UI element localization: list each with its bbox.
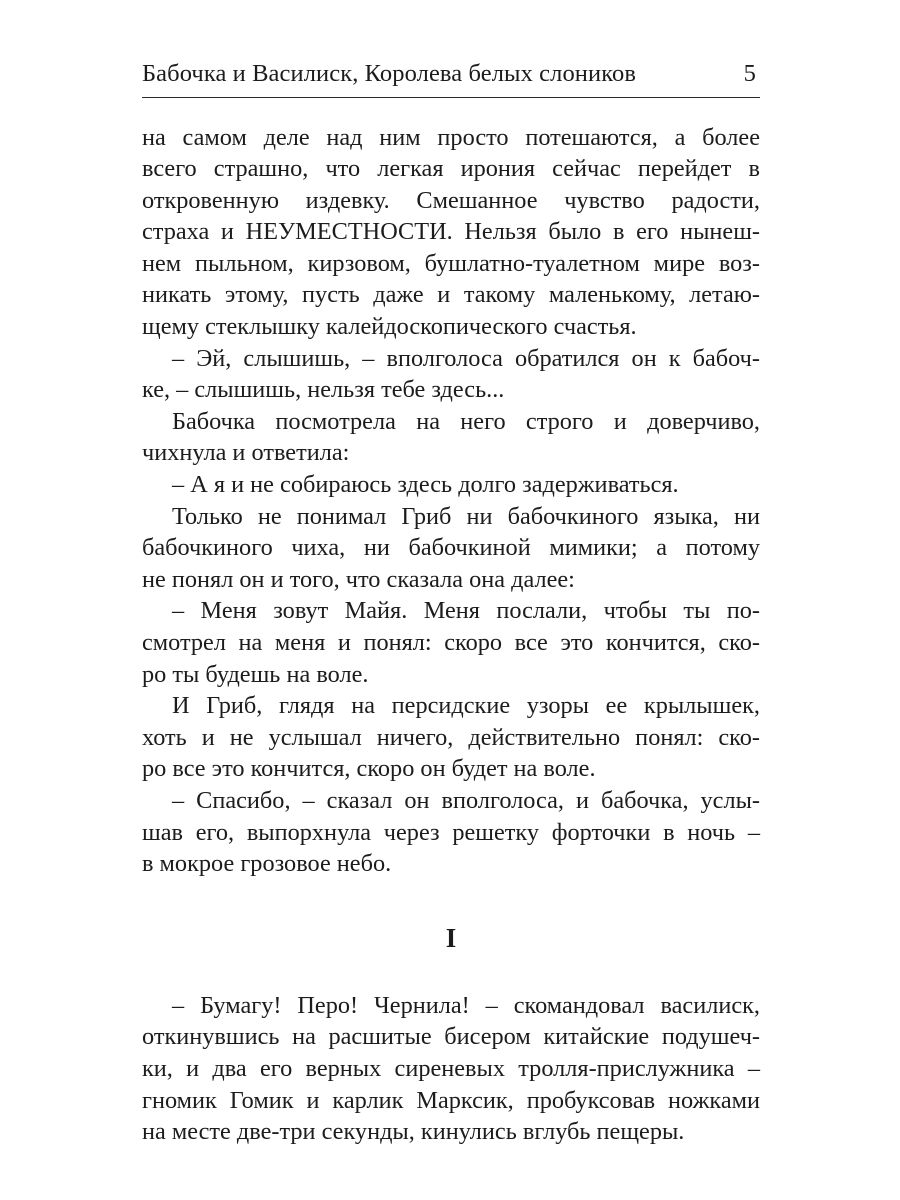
text-line: страха и НЕУМЕСТНОСТИ. Нельзя было в его нынеш- <box>142 218 760 246</box>
text-line: в мокрое грозовое небо. <box>142 850 392 878</box>
text-line: чихнула и ответила: <box>142 439 350 467</box>
text-line: – Бумагу! Перо! Чернила! – скомандовал василиск, <box>172 991 760 1019</box>
paragraph <box>142 122 760 343</box>
running-head <box>142 62 760 98</box>
book-page <box>142 62 760 1148</box>
text-line: ке, – слышишь, нельзя тебе здесь... <box>142 376 505 404</box>
chapter-heading: I <box>445 922 457 953</box>
text-line: шав его, выпорхнула через решетку форточки в ночь – <box>142 818 760 846</box>
running-head-title: Бабочка и Василиск, Королева белых слоников <box>142 60 637 87</box>
text-line: – А я и не собираюсь здесь долго задерживаться. <box>172 471 679 499</box>
text-line: хоть и не услышал ничего, действительно понял: ско- <box>142 723 760 751</box>
text-line: гномик Гомик и карлик Марксик, пробуксовав ножками <box>142 1086 760 1114</box>
text-line: И Гриб, глядя на персидские узоры ее крылышек, <box>172 692 760 720</box>
text-line: откинувшись на расшитые бисером китайские подушеч- <box>142 1023 760 1051</box>
text-line: щему стеклышку калейдоскопического счастья. <box>142 313 637 341</box>
text-line: ки, и два его верных сиреневых тролля-прислужника – <box>142 1054 760 1082</box>
text-line: ро все это кончится, скоро он будет на воле. <box>142 755 596 783</box>
page-number: 5 <box>743 60 756 87</box>
paragraph <box>142 469 760 501</box>
paragraph <box>142 690 760 785</box>
text-line: бабочкиного чиха, ни бабочкиной мимики; а потому <box>142 534 760 562</box>
text-line: ро ты будешь на воле. <box>142 660 369 688</box>
text-line: – Спасибо, – сказал он вполголоса, и бабочка, услы- <box>172 786 760 814</box>
text-line: на самом деле над ним просто потешаются, а более <box>142 123 760 151</box>
paragraph <box>142 595 760 690</box>
text-line: на месте две-три секунды, кинулись вглубь пещеры. <box>142 1118 685 1146</box>
text-line: никать этому, пусть даже и такому маленькому, летаю- <box>142 281 760 309</box>
text-line: Только не понимал Гриб ни бабочкиного языка, ни <box>172 502 760 530</box>
text-line: смотрел на меня и понял: скоро все это кончится, ско- <box>142 629 760 656</box>
text-line: – Эй, слышишь, – вполголоса обратился он к бабоч- <box>172 344 760 372</box>
text-line: Бабочка посмотрела на него строго и доверчиво, <box>172 407 760 435</box>
text-line: – Меня зовут Майя. Меня послали, чтобы ты по- <box>172 597 760 625</box>
text-line: откровенную издевку. Смешанное чувство радости, <box>142 186 760 214</box>
text-line: нем пыльном, кирзовом, бушлатно-туалетном мире воз- <box>142 249 760 277</box>
paragraph <box>142 343 760 406</box>
paragraph <box>142 501 760 596</box>
body-text <box>142 122 760 1148</box>
paragraph <box>142 785 760 880</box>
section-one <box>142 122 760 880</box>
text-line: не понял он и того, что сказала она далее: <box>142 565 575 593</box>
text-line: всего страшно, что легкая ирония сейчас перейдет в <box>142 155 760 183</box>
paragraph <box>142 990 760 1148</box>
paragraph <box>142 406 760 469</box>
chapter-body <box>142 990 760 1148</box>
